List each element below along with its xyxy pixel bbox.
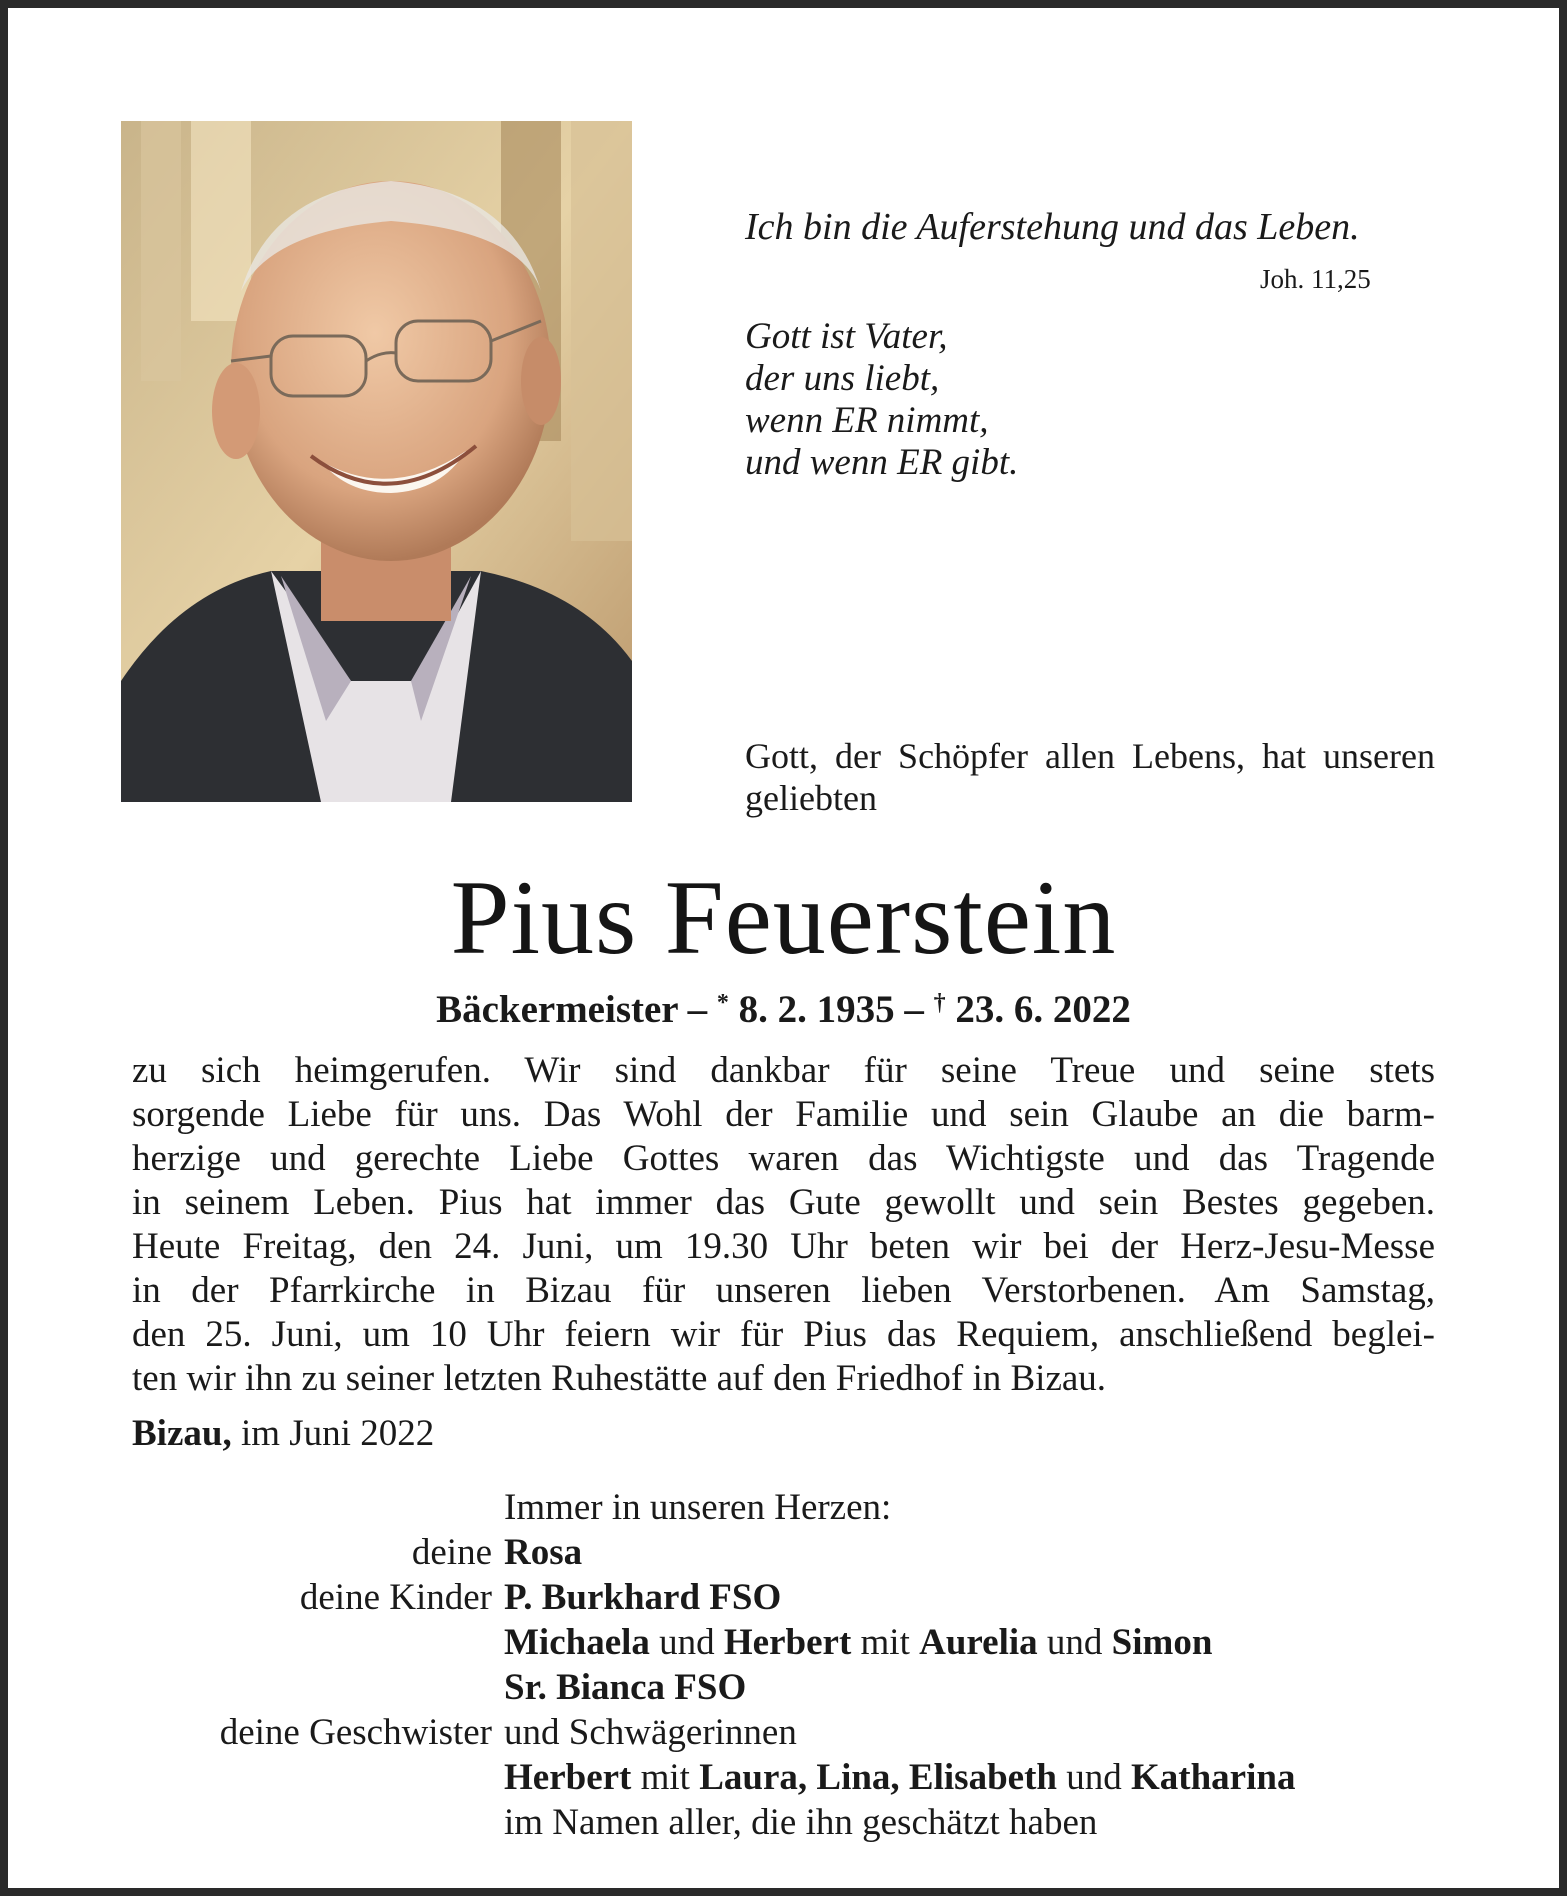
connector-text: und (1046, 1622, 1103, 1663)
mourner-row-closing (132, 1800, 1435, 1845)
mourner-name: Aurelia (919, 1622, 1038, 1663)
connector-text: mit (640, 1757, 690, 1798)
birth-date: 8. 2. 1935 (738, 988, 895, 1031)
mourner-name: Sr. Bianca FSO (504, 1667, 747, 1708)
mourner-name: Laura, Lina, Elisabeth (699, 1757, 1057, 1798)
death-date: 23. 6. 2022 (955, 988, 1131, 1031)
poem-line: der uns liebt, (745, 358, 940, 399)
mourner-row-children (132, 1575, 1435, 1620)
place-date (132, 1412, 434, 1456)
mourner-label: deine (411, 1532, 492, 1573)
body-line: in der Pfarrkirche in Bizau für unseren lieben Verstorbenen. Am Samstag, (132, 1270, 1435, 1311)
mourner-label: deine Kinder (299, 1577, 492, 1618)
mourner-row-sibling-family (132, 1755, 1435, 1800)
scripture-quote: Ich bin die Auferstehung und das Leben. (745, 206, 1360, 248)
mourner-row-siblings (132, 1710, 1435, 1755)
poem (745, 316, 1018, 484)
mourner-text: und Schwägerinnen (504, 1712, 797, 1753)
mourner-row-child3 (132, 1665, 1435, 1710)
body-line: sorgende Liebe für uns. Das Wohl der Familie und sein Glaube an die barm- (132, 1094, 1435, 1135)
mourner-name: Michaela (504, 1622, 650, 1663)
mourners-list (132, 1485, 1435, 1845)
scripture-reference: Joh. 11,25 (1260, 264, 1371, 294)
profession: Bäckermeister (436, 988, 678, 1031)
mourner-name: Rosa (504, 1532, 583, 1573)
body-line: Heute Freitag, den 24. Juni, um 19.30 Uhr beten wir bei der Herz-Jesu-Messe (132, 1226, 1435, 1267)
closing-text: im Namen aller, die ihn geschätzt haben (504, 1802, 1098, 1843)
mourner-row-wife (132, 1530, 1435, 1575)
body-line: den 25. Juni, um 10 Uhr feiern wir für Pius das Requiem, anschließend beglei- (132, 1314, 1435, 1355)
mourners-heading-row (132, 1485, 1435, 1530)
connector-text: und (659, 1622, 715, 1663)
mourner-name: Herbert (723, 1622, 852, 1663)
life-dates: Bäckermeister – * 8. 2. 1935 – † 23. 6. 2022 (436, 988, 1131, 1031)
birth-symbol: * (716, 990, 729, 1016)
mourner-name: Katharina (1130, 1757, 1296, 1798)
body-line: ten wir ihn zu seiner letzten Ruhestätte auf den Friedhof in Bizau. (132, 1358, 1107, 1399)
death-symbol: † (933, 990, 946, 1016)
mourner-name: P. Burkhard FSO (504, 1577, 782, 1618)
body-line: zu sich heimgerufen. Wir sind dankbar für seine Treue und seine stets (132, 1050, 1435, 1091)
obituary-body (132, 1049, 1435, 1401)
mourner-row-child2 (132, 1620, 1435, 1665)
connector-text: und (1066, 1757, 1122, 1798)
mourner-label: deine Geschwister (219, 1712, 492, 1753)
portrait-image (121, 121, 632, 802)
body-line: in seinem Leben. Pius hat immer das Gute gewollt und sein Bestes gegeben. (132, 1182, 1435, 1223)
mourners-heading: Immer in unseren Herzen: (504, 1487, 892, 1528)
mourner-name: Herbert (504, 1757, 632, 1798)
poem-line: wenn ER nimmt, (745, 400, 989, 441)
body-line: herzige und gerechte Liebe Gottes waren das Wichtigste und das Tragende (132, 1138, 1435, 1179)
portrait-photo (121, 121, 632, 802)
connector-text: mit (860, 1622, 910, 1663)
mourner-name: Simon (1111, 1622, 1213, 1663)
place-month: im Juni 2022 (240, 1413, 435, 1454)
intro-text: Gott, der Schöpfer allen Lebens, hat unseren geliebten (745, 736, 1435, 818)
poem-line: Gott ist Vater, (745, 316, 948, 357)
deceased-name: Pius Feuerstein (450, 859, 1117, 976)
poem-line: und wenn ER gibt. (745, 442, 1019, 483)
place-town: Bizau, (132, 1413, 232, 1454)
